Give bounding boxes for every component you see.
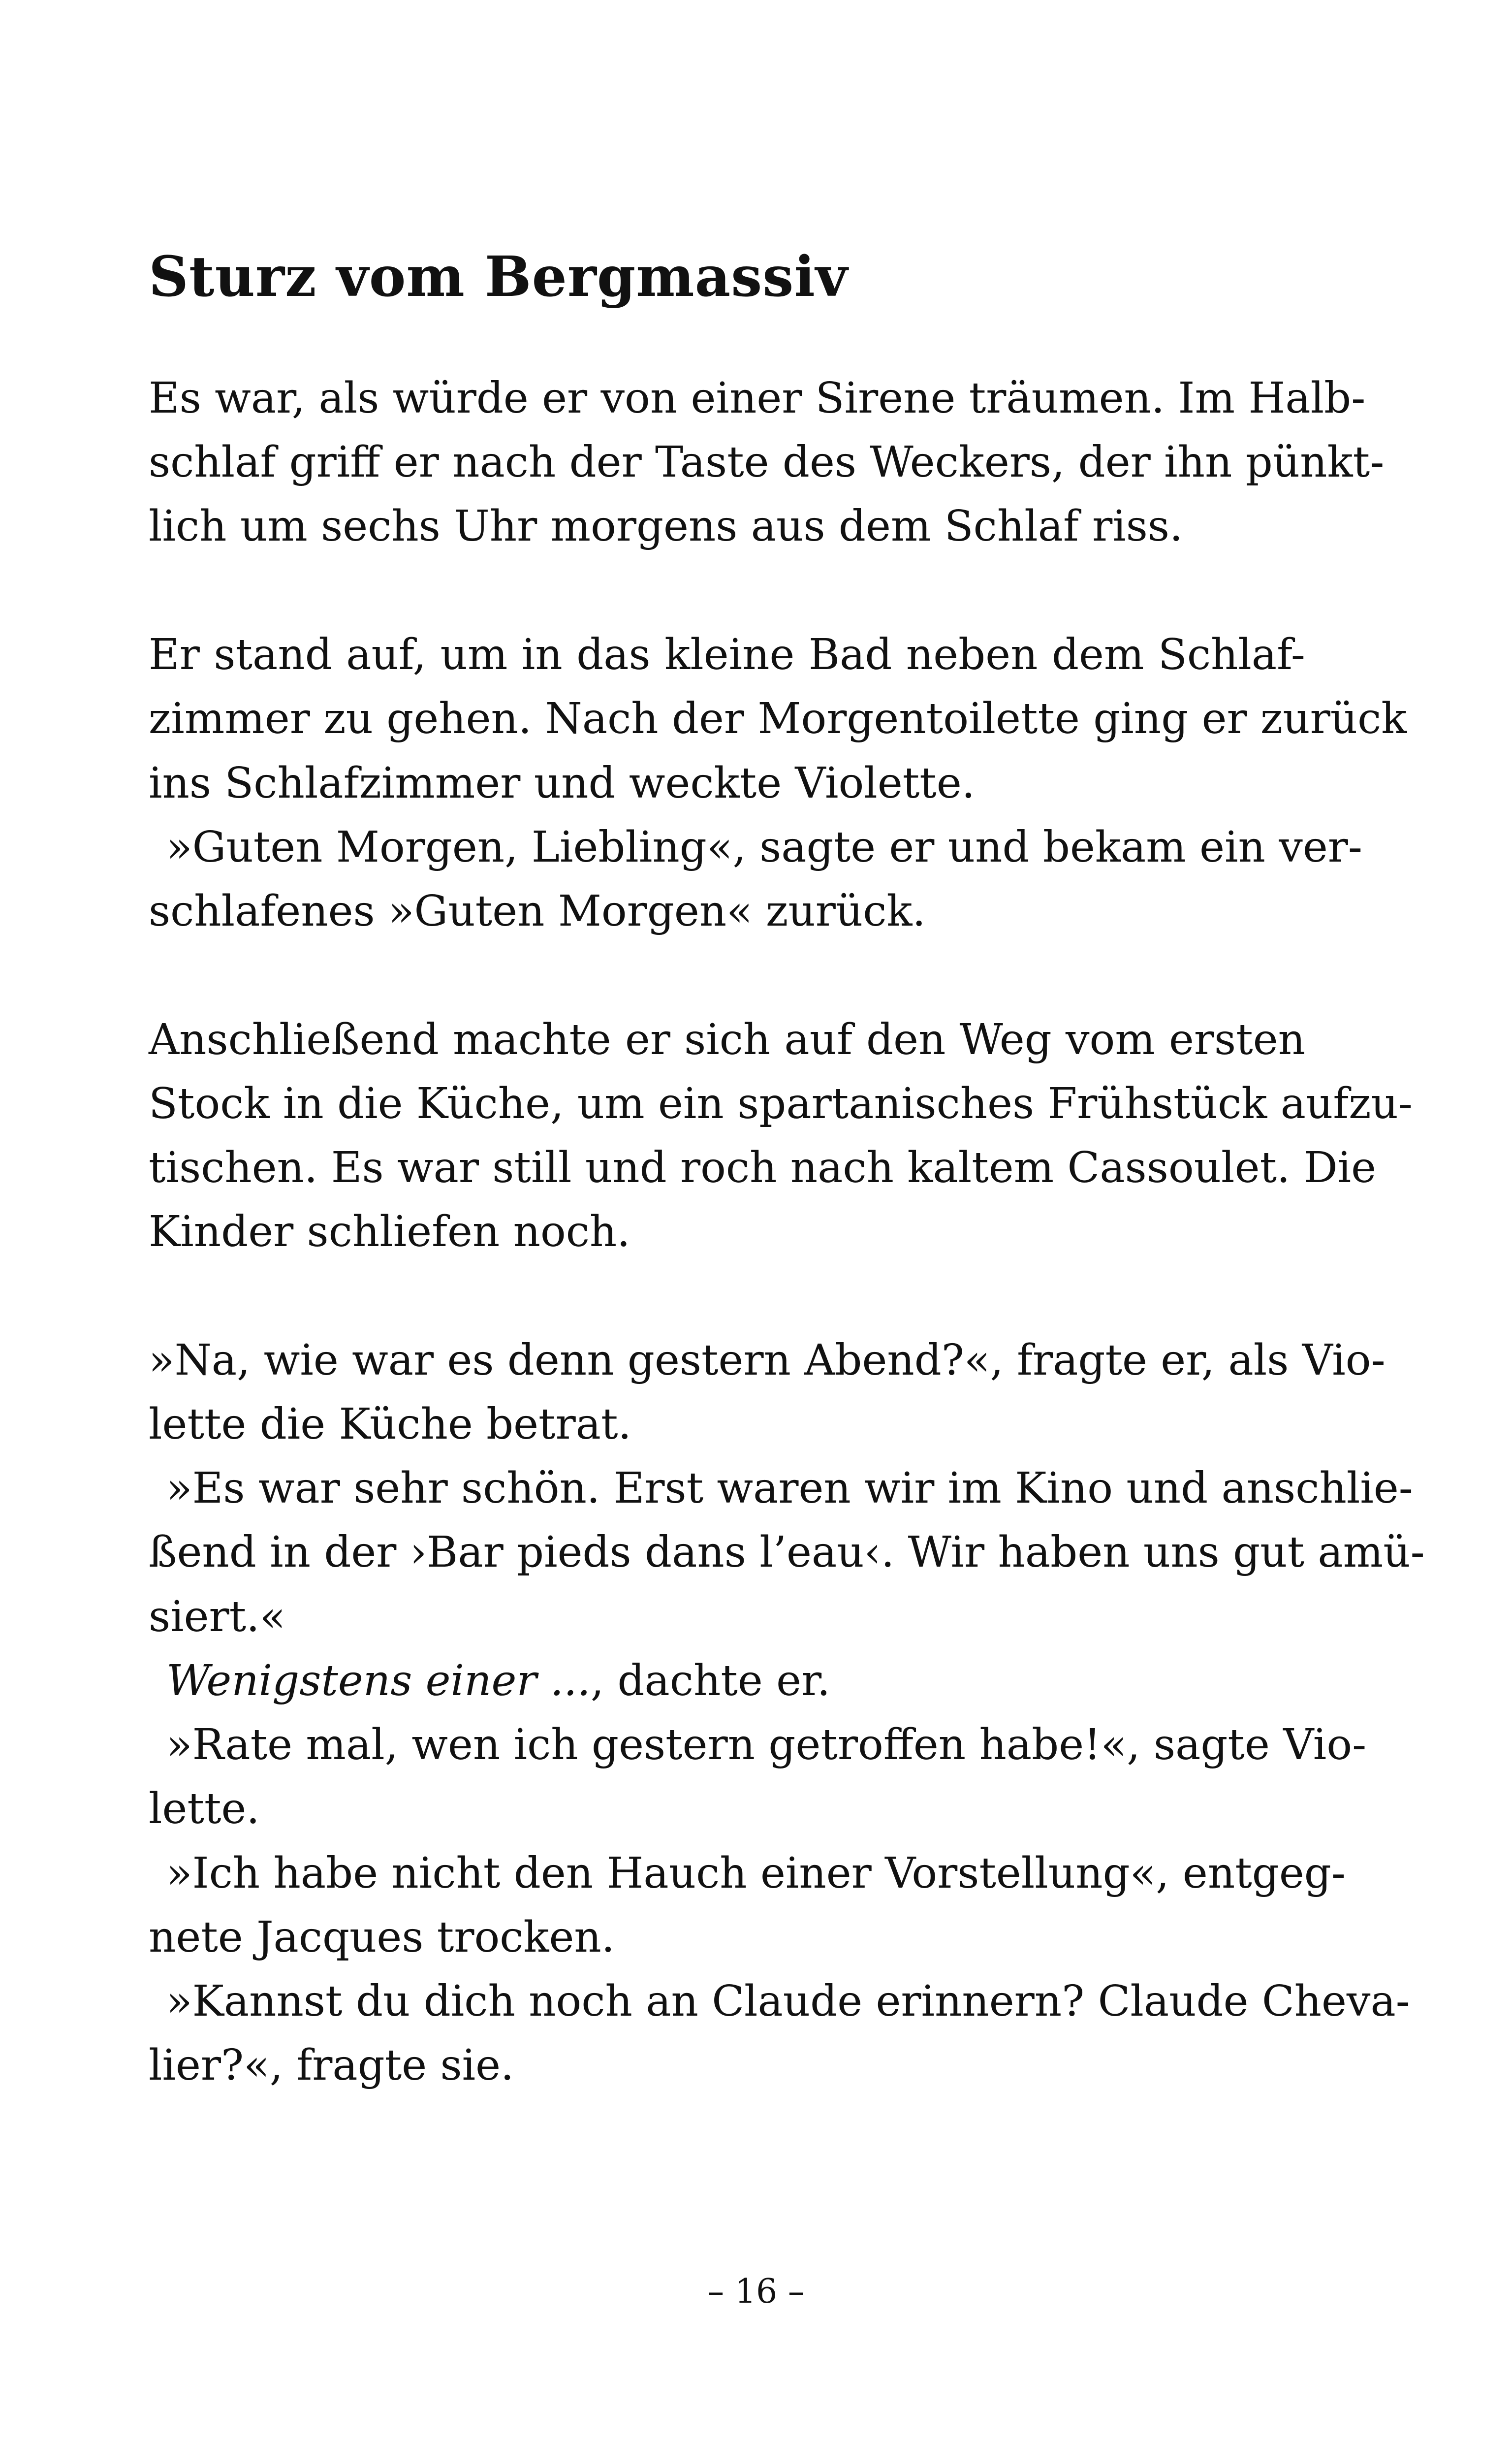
text-line: ins Schlafzimmer und weckte Violette.	[149, 759, 976, 808]
text-line: Stock in die Küche, um ein spartanisches Frühstück aufzu-	[149, 1079, 1413, 1128]
text-line: »Kannst du dich noch an Claude erinnern? Claude Cheva-	[166, 1977, 1410, 2026]
text-line: lette die Küche betrat.	[149, 1400, 631, 1449]
text-line: Er stand auf, um in das kleine Bad neben dem Schlaf-	[149, 630, 1305, 679]
text-line: lette.	[149, 1784, 260, 1833]
text-line: »Ich habe nicht den Hauch einer Vorstellung«, entgeg-	[166, 1849, 1346, 1898]
text-line: schlafenes »Guten Morgen« zurück.	[149, 887, 926, 936]
text-span: , dachte er.	[590, 1656, 831, 1705]
text-line: »Guten Morgen, Liebling«, sagte er und bekam ein ver-	[166, 823, 1362, 872]
text-line: schlaf griff er nach der Taste des Weckers, der ihn pünkt-	[149, 438, 1385, 487]
text-line: siert.«	[149, 1592, 286, 1641]
text-line: Kinder schliefen noch.	[149, 1207, 630, 1256]
text-line: »Na, wie war es denn gestern Abend?«, fragte er, als Vio-	[149, 1336, 1386, 1385]
text-line: Es war, als würde er von einer Sirene träumen. Im Halb-	[149, 374, 1366, 423]
text-line: Anschließend machte er sich auf den Weg vom ersten	[149, 1015, 1305, 1064]
page-number: – 16 –	[707, 2272, 805, 2311]
italic-thought: Wenigstens einer ...	[166, 1656, 591, 1705]
text-line: lier?«, fragte sie.	[149, 2041, 514, 2090]
text-line: »Rate mal, wen ich gestern getroffen habe!«, sagte Vio-	[166, 1720, 1367, 1769]
text-line: lich um sechs Uhr morgens aus dem Schlaf riss.	[149, 502, 1183, 551]
text-line: nete Jacques trocken.	[149, 1913, 615, 1962]
chapter-title: Sturz vom Bergmassiv	[149, 245, 848, 309]
text-line: zimmer zu gehen. Nach der Morgentoilette ging er zurück	[149, 694, 1407, 743]
text-line: »Es war sehr schön. Erst waren wir im Kino und anschlie-	[166, 1464, 1413, 1513]
text-line	[166, 1649, 1305, 1713]
text-line: tischen. Es war still und roch nach kaltem Cassoulet. Die	[149, 1143, 1377, 1192]
text-line: ßend in der ›Bar pieds dans l’eau‹. Wir haben uns gut amü-	[149, 1528, 1425, 1577]
